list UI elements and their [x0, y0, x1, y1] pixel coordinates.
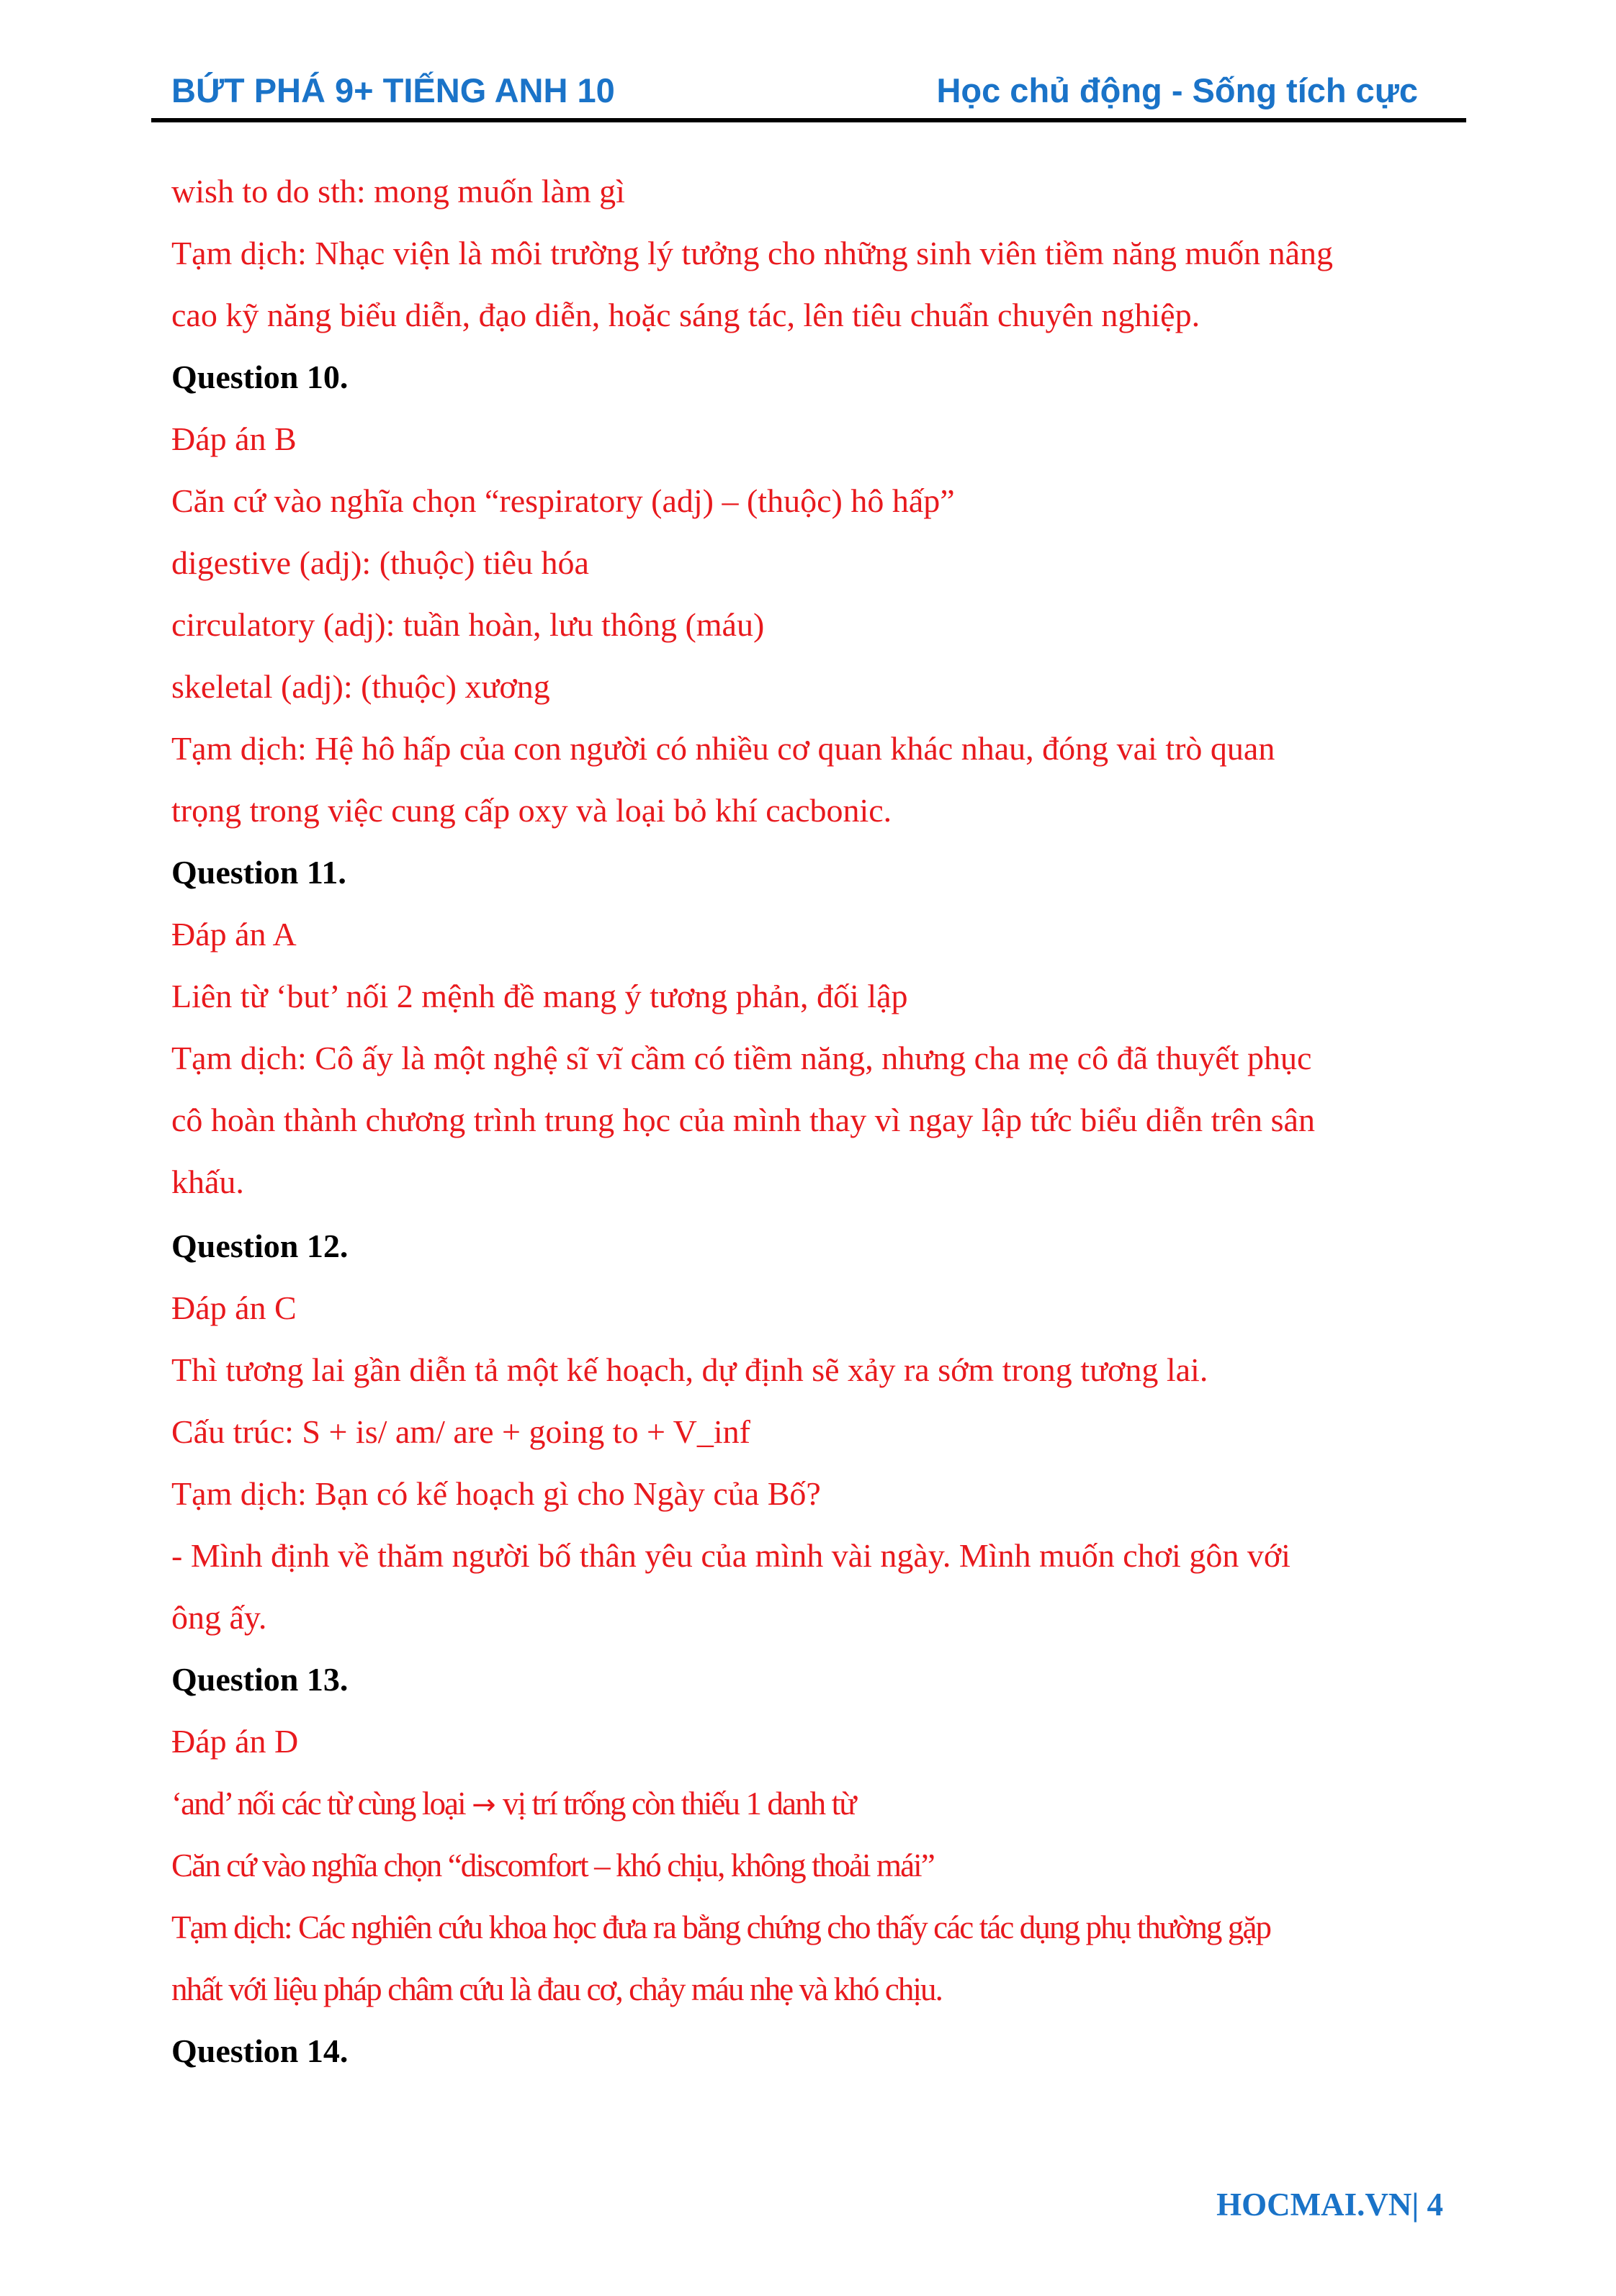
header-slogan: Học chủ động - Sống tích cực	[936, 71, 1418, 109]
question-heading: Question 14.	[171, 2032, 349, 2069]
text-line: Cấu trúc: S + is/ am/ are + going to + V_inf	[171, 1413, 750, 1450]
text-line: skeletal (adj): (thuộc) xương	[171, 668, 550, 705]
text-line: - Mình định về thăm người bố thân yêu của mình vài ngày. Mình muốn chơi gôn với	[171, 1537, 1290, 1574]
arrow-right-icon: →	[472, 1788, 496, 1822]
text-line: Tạm dịch: Hệ hô hấp của con người có nhiều cơ quan khác nhau, đóng vai trò quan	[171, 730, 1275, 767]
text-line: cao kỹ năng biểu diễn, đạo diễn, hoặc sáng tác, lên tiêu chuẩn chuyên nghiệp.	[171, 297, 1200, 333]
text-line: Tạm dịch: Cô ấy là một nghệ sĩ vĩ cầm có tiềm năng, nhưng cha mẹ cô đã thuyết phục	[171, 1040, 1312, 1076]
text-line: Thì tương lai gần diễn tả một kế hoạch, dự định sẽ xảy ra sớm trong tương lai.	[171, 1351, 1208, 1388]
text-line: khấu.	[171, 1163, 244, 1200]
text-line: wish to do sth: mong muốn làm gì	[171, 173, 625, 210]
text-line: Căn cứ vào nghĩa chọn “discomfort – khó chịu, không thoải mái”	[171, 1847, 934, 1883]
text-line: Liên từ ‘but’ nối 2 mệnh đề mang ý tương phản, đối lập	[171, 978, 908, 1014]
text-line: cô hoàn thành chương trình trung học của mình thay vì ngay lập tức biểu diễn trên sân	[171, 1102, 1315, 1138]
text-line: Tạm dịch: Các nghiên cứu khoa học đưa ra bằng chứng cho thấy các tác dụng phụ thường gặp	[171, 1909, 1271, 1945]
header-course-title: BỨT PHÁ 9+ TIẾNG ANH 10	[171, 71, 615, 109]
text-line: ông ấy.	[171, 1599, 267, 1636]
header-divider	[151, 118, 1466, 122]
answer-label: Đáp án C	[171, 1289, 297, 1326]
text-segment: vị trí trống còn thiếu 1 danh từ	[502, 1786, 856, 1822]
answer-label: Đáp án B	[171, 420, 297, 457]
text-line: nhất với liệu pháp châm cứu là đau cơ, chảy máu nhẹ và khó chịu.	[171, 1971, 942, 2007]
text-line: Căn cứ vào nghĩa chọn “respiratory (adj) – (thuộc) hô hấp”	[171, 482, 955, 519]
text-line: trọng trong việc cung cấp oxy và loại bỏ khí cacbonic.	[171, 792, 892, 829]
question-heading: Question 12.	[171, 1228, 349, 1264]
text-line	[171, 1783, 856, 1825]
page-header	[171, 71, 1442, 115]
text-line: Tạm dịch: Nhạc viện là môi trường lý tưởng cho những sinh viên tiềm năng muốn nâng	[171, 235, 1334, 271]
text-line: circulatory (adj): tuần hoàn, lưu thông (máu)	[171, 606, 765, 643]
text-line: Tạm dịch: Bạn có kế hoạch gì cho Ngày của Bố?	[171, 1475, 821, 1512]
question-heading: Question 10.	[171, 359, 349, 395]
text-line: digestive (adj): (thuộc) tiêu hóa	[171, 544, 589, 581]
answer-label: Đáp án A	[171, 916, 297, 953]
question-heading: Question 13.	[171, 1661, 349, 1698]
text-segment: ‘and’ nối các từ cùng loại	[171, 1786, 465, 1822]
answer-label: Đáp án D	[171, 1723, 299, 1760]
page-footer: HOCMAI.VN| 4	[1216, 2187, 1443, 2223]
question-heading: Question 11.	[171, 854, 346, 891]
